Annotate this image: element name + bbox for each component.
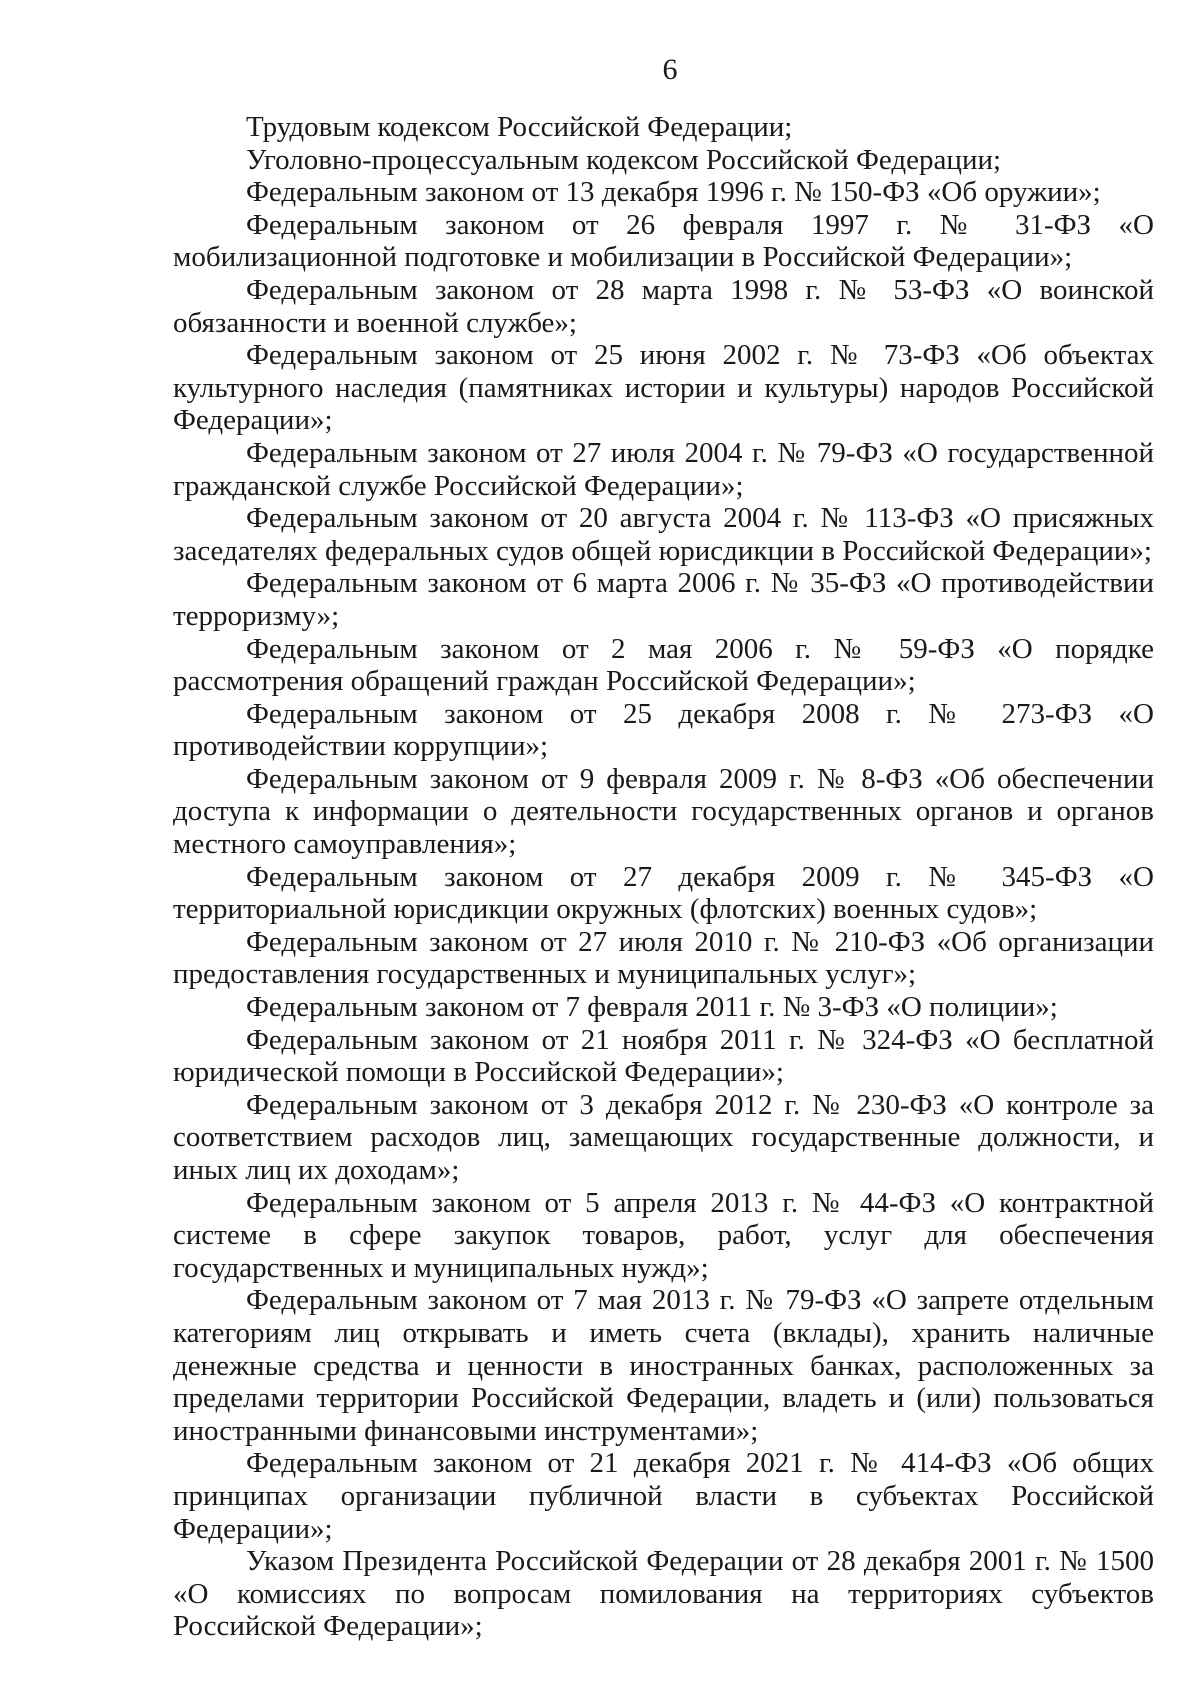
paragraph: Федеральным законом от 25 декабря 2008 г. № 273-ФЗ «О противодействии коррупции»; [173, 697, 1154, 763]
paragraph: Федеральным законом от 27 июля 2010 г. № 210-ФЗ «Об организации предоставления государственных и муниципальных услуг»; [173, 925, 1154, 991]
paragraph: Федеральным законом от 5 апреля 2013 г. № 44-ФЗ «О контрактной системе в сфере закупок товаров, работ, услуг для обеспечения государственных и муниципальных нужд»; [173, 1186, 1154, 1284]
paragraph: Федеральным законом от 21 декабря 2021 г. № 414-ФЗ «Об общих принципах организации публичной власти в субъектах Российской Федерации»; [173, 1447, 1154, 1545]
page-number: 6 [662, 53, 678, 86]
paragraph: Указом Президента Российской Федерации от 28 декабря 2001 г. № 1500 «О комиссиях по вопросам помилования на территориях субъектов Российской Федерации»; [173, 1545, 1154, 1643]
paragraph: Федеральным законом от 25 июня 2002 г. № 73-ФЗ «Об объектах культурного наследия (памятниках истории и культуры) народов Российской Федерации»; [173, 339, 1154, 437]
paragraph: Трудовым кодексом Российской Федерации; [246, 111, 793, 143]
paragraph: Федеральным законом от 13 декабря 1996 г. № 150-ФЗ «Об оружии»; [246, 176, 1101, 209]
paragraph: Федеральным законом от 2 мая 2006 г. № 59-ФЗ «О порядке рассмотрения обращений граждан Российской Федерации»; [173, 632, 1154, 698]
paragraph: Федеральным законом от 20 августа 2004 г. № 113-ФЗ «О присяжных заседателях федеральных судов общей юрисдикции в Российской Федерации»; [173, 502, 1154, 567]
paragraph: Федеральным законом от 27 июля 2004 г. № 79-ФЗ «О государственной гражданской службе Российской Федерации»; [173, 436, 1154, 502]
document-body [173, 111, 1154, 1643]
paragraph: Федеральным законом от 28 марта 1998 г. № 53-ФЗ «О воинской обязанности и военной службе»; [173, 273, 1154, 339]
paragraph: Федеральным законом от 21 ноября 2011 г. № 324-ФЗ «О бесплатной юридической помощи в Российской Федерации»; [173, 1023, 1154, 1089]
paragraph: Уголовно-процессуальным кодексом Российской Федерации; [246, 143, 1002, 176]
paragraph: Федеральным законом от 27 декабря 2009 г. № 345-ФЗ «О территориальной юрисдикции окружных (флотских) военных судов»; [173, 860, 1154, 926]
paragraph: Федеральным законом от 7 февраля 2011 г. № 3-ФЗ «О полиции»; [246, 991, 1058, 1024]
paragraph: Федеральным законом от 3 декабря 2012 г. № 230-ФЗ «О контроле за соответствием расходов лиц, замещающих государственные должности, и иных лиц их доходам»; [173, 1088, 1154, 1186]
paragraph: Федеральным законом от 6 марта 2006 г. № 35-ФЗ «О противодействии терроризму»; [173, 567, 1154, 632]
paragraph: Федеральным законом от 9 февраля 2009 г. № 8-ФЗ «Об обеспечении доступа к информации о деятельности государственных органов и органов местного самоуправления»; [173, 762, 1154, 861]
paragraph: Федеральным законом от 7 мая 2013 г. № 79-ФЗ «О запрете отдельным категориям лиц открывать и иметь счета (вклады), хранить наличные денежные средства и ценности в иностранных банках, расположенных за пределами территории Российской Федерации, владеть и (или) пользоваться иностранными финансовыми инструментами»; [173, 1284, 1154, 1447]
paragraph: Федеральным законом от 26 февраля 1997 г. № 31-ФЗ «О мобилизационной подготовке и мобилизации в Российской Федерации»; [173, 208, 1154, 274]
